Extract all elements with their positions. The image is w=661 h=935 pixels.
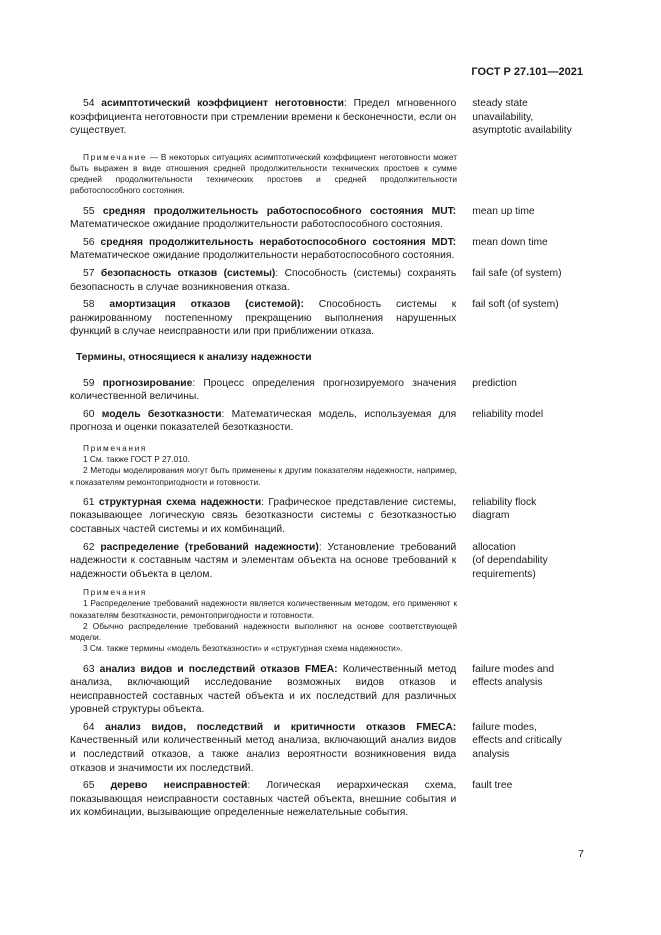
term-name: дерево неисправностей xyxy=(110,780,248,792)
term-entry-60 xyxy=(70,408,590,435)
term-definition: Математическая модель, используемая для прогноза и оценки показателей безотказности. xyxy=(70,408,457,434)
term-ru xyxy=(70,541,456,582)
term-en xyxy=(472,779,590,793)
term-en-line: fail safe (of system) xyxy=(472,267,562,279)
term-en-line: analysis xyxy=(472,749,510,761)
term-name: анализ видов, последствий и критичности отказов FMECA: xyxy=(105,721,457,733)
term-en-line: unavailability, xyxy=(472,111,534,123)
term-ru xyxy=(70,97,456,138)
note-62 xyxy=(70,587,457,654)
term-entry-58 xyxy=(70,298,590,339)
term-number: 61 xyxy=(83,496,95,508)
term-definition: Математическое ожидание продолжительности работоспособного состояния. xyxy=(70,219,443,231)
note-title: Примечания xyxy=(83,587,147,598)
term-definition: Количественный метод анализа, включающий исследование возможных видов отказов и неисправностей составных частей объекта и их последствий для различных уровней структуры объекта. xyxy=(70,663,457,716)
term-ru xyxy=(70,779,456,820)
term-colon: : xyxy=(221,408,225,420)
term-name: структурная схема надежности xyxy=(98,496,262,508)
term-ru xyxy=(70,663,456,717)
term-en xyxy=(472,298,590,312)
term-definition: Предел мгновенного коэффициента неготовности при стремлении времени к бесконечности, если он существует. xyxy=(70,98,457,137)
term-entry-64 xyxy=(70,721,590,775)
term-name: асимптотический коэффициент неготовности xyxy=(101,98,344,109)
term-en-line: asymptotic availability xyxy=(472,125,572,137)
term-name: безопасность отказов (системы) xyxy=(100,267,276,279)
note-item: 2 Обычно распределение требований надежности выполняют на основе соответствующей модели. xyxy=(70,620,457,643)
document-code: ГОСТ Р 27.101—2021 xyxy=(471,66,583,78)
term-number: 59 xyxy=(83,377,95,389)
term-colon: : xyxy=(247,780,251,792)
term-name: прогнозирование xyxy=(102,377,193,389)
term-en-line: requirements) xyxy=(472,568,536,580)
term-entry-54 xyxy=(70,97,590,138)
term-name: модель безотказности xyxy=(101,408,222,420)
term-name: средняя продолжительность неработоспособного состояния MDT: xyxy=(100,236,457,248)
note-60 xyxy=(70,443,457,488)
term-en-line: effects analysis xyxy=(472,677,543,689)
term-en-line: reliability model xyxy=(472,408,544,420)
term-en-line: failure modes and xyxy=(472,663,555,675)
note-title: Примечания xyxy=(83,442,147,453)
note-item: 1 См. также ГОСТ Р 27.010. xyxy=(83,454,190,465)
term-definition: Установление требований надежности к составным частям и элементам объекта на основе требований к надежности объекта в целом. xyxy=(70,541,457,580)
term-en xyxy=(472,236,590,250)
term-definition: Способность системы к ранжированному постепенному прекращению выполнения нарушенных функций в случае неисправности или при приближении отказа. xyxy=(70,299,457,338)
term-colon: : xyxy=(343,98,347,109)
term-number: 62 xyxy=(83,541,95,553)
note-54 xyxy=(70,152,457,197)
term-number: 60 xyxy=(83,408,95,420)
term-entry-59 xyxy=(70,377,590,404)
term-ru xyxy=(70,205,456,232)
term-ru xyxy=(70,408,456,435)
term-ru xyxy=(70,377,456,404)
term-entry-63 xyxy=(70,663,590,717)
term-entry-61 xyxy=(70,496,590,537)
term-en xyxy=(472,267,590,281)
term-colon: : xyxy=(192,377,196,389)
term-en xyxy=(472,205,590,219)
term-colon: : xyxy=(318,541,322,553)
section-heading: Термины, относящиеся к анализу надежности xyxy=(76,351,312,363)
term-en-line: (of dependability xyxy=(472,555,548,567)
term-en xyxy=(472,97,590,138)
term-entry-56 xyxy=(70,236,590,263)
term-name: анализ видов и последствий отказов FMEA: xyxy=(99,663,338,675)
term-entry-57 xyxy=(70,267,590,294)
term-en xyxy=(472,721,590,762)
term-en xyxy=(472,377,590,391)
term-definition: Логическая иерархическая схема, показывающая неисправности составных частей объекта, внешние события и их комбинации, вызывающие определенные нежелательные события. xyxy=(70,780,457,819)
term-en xyxy=(472,663,590,690)
term-en-line: mean up time xyxy=(472,205,535,217)
term-en-line: effects and critically xyxy=(472,735,562,747)
note-title: Примечание xyxy=(83,151,148,162)
note-item: 3 См. также термины «модель безотказности» и «структурная схема надежности». xyxy=(83,643,403,654)
term-definition: Способность (системы) сохранять безопасность в случае возникновения отказа. xyxy=(70,267,457,293)
term-en-line: fail soft (of system) xyxy=(472,299,559,311)
terms-content xyxy=(70,97,590,820)
term-en-line: diagram xyxy=(472,510,510,522)
term-name: распределение (требований надежности) xyxy=(100,541,319,553)
term-en-line: prediction xyxy=(472,377,517,389)
term-en-line: mean down time xyxy=(472,236,548,248)
term-number: 54 xyxy=(83,98,95,109)
term-ru xyxy=(70,496,456,537)
term-definition: Процесс определения прогнозируемого значения количественной величины. xyxy=(70,377,457,403)
term-colon: : xyxy=(261,496,265,508)
term-ru xyxy=(70,267,456,294)
term-en-line: reliability flock xyxy=(472,496,537,508)
term-number: 58 xyxy=(83,299,95,311)
term-number: 57 xyxy=(83,267,95,279)
term-number: 55 xyxy=(83,205,95,217)
term-number: 64 xyxy=(83,721,95,733)
term-entry-65 xyxy=(70,779,590,820)
term-ru xyxy=(70,721,456,775)
note-body: — В некоторых ситуациях асимптотический коэффициент неготовности может быть выражен в виде отношения средней продолжительности технических простоев к сумме средней продолжительности технических простоев и средней продолжительности работоспособного состояния. xyxy=(70,151,457,196)
term-entry-55 xyxy=(70,205,590,232)
term-en xyxy=(472,541,590,582)
term-name: амортизация отказов (системой): xyxy=(109,299,304,311)
term-definition: Математическое ожидание продолжительности неработоспособного состояния. xyxy=(70,250,455,262)
term-ru xyxy=(70,236,456,263)
note-item: 1 Распределение требований надежности является количественным методом, его применяют к показателям безотказности, ремонтопригодности и готовности. xyxy=(70,598,457,620)
term-en-line: failure modes, xyxy=(472,721,537,733)
term-number: 65 xyxy=(83,780,95,792)
term-ru xyxy=(70,298,456,339)
term-en-line: allocation xyxy=(472,541,516,553)
term-entry-62 xyxy=(70,541,590,582)
term-en xyxy=(472,408,590,422)
term-number: 56 xyxy=(83,236,95,248)
term-colon: : xyxy=(275,267,279,279)
note-item: 2 Методы моделирования могут быть применены к другим показателям надежности, например, к показателям ремонтопригодности и готовности. xyxy=(70,465,457,487)
term-en xyxy=(472,496,590,523)
term-name: средняя продолжительность работоспособного состояния MUT: xyxy=(102,205,457,217)
note-text xyxy=(70,152,457,197)
term-en-line: steady state xyxy=(472,98,528,109)
term-number: 63 xyxy=(83,663,95,675)
term-en-line: fault tree xyxy=(472,780,513,792)
page-number: 7 xyxy=(578,848,584,860)
term-definition: Качественный или количественный метод анализа, включающий анализ видов и последствий отказов, а также анализ вероятности возникновения вида отказов и значимости их последствий. xyxy=(70,735,457,774)
term-definition: Графическое представление системы, показывающее логическую связь безотказности системы с безотказностью составных частей системы и их комбинаций. xyxy=(70,496,457,535)
